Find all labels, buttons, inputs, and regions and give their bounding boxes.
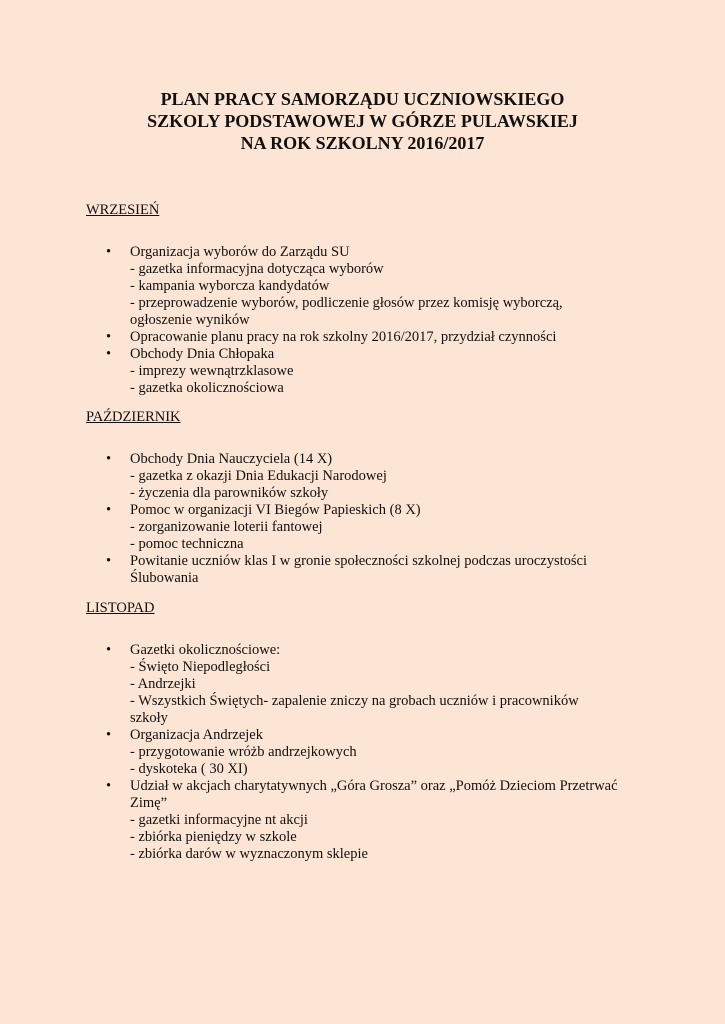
item-subline: - życzenia dla parowników szkoły: [130, 485, 329, 501]
item-subline: - zbiórka pieniędzy w szkole: [130, 829, 297, 845]
item-subline: - imprezy wewnątrzklasowe: [130, 363, 294, 379]
item-subline: - Święto Niepodległości: [130, 659, 271, 675]
list-item: [86, 244, 646, 329]
bullet-icon: •: [106, 244, 112, 260]
item-subline: - pomoc techniczna: [130, 536, 244, 552]
bullet-list: [86, 451, 646, 587]
title-line-3: NA ROK SZKOLNY 2016/2017: [240, 133, 485, 153]
list-item: [86, 329, 646, 346]
item-text: Obchody Dnia Chłopaka: [130, 346, 275, 362]
bullet-icon: •: [106, 642, 112, 658]
item-text: Pomoc w organizacji VI Biegów Papieskich (8 X): [130, 502, 421, 518]
item-subline: Zimę”: [130, 795, 168, 811]
item-subline: - zorganizowanie loterii fantowej: [130, 519, 323, 535]
title-line-2: SZKOLY PODSTAWOWEJ W GÓRZE PULAWSKIEJ: [147, 111, 578, 131]
item-subline: szkoły: [130, 710, 168, 726]
item-subline: Ślubowania: [130, 570, 199, 586]
item-subline: ogłoszenie wyników: [130, 312, 250, 328]
title-line-1: PLAN PRACY SAMORZĄDU UCZNIOWSKIEGO: [160, 89, 565, 109]
item-subline: - gazetka z okazji Dnia Edukacji Narodowej: [130, 468, 387, 484]
list-item: [86, 553, 646, 587]
section-pazdziernik: [86, 409, 646, 587]
item-subline: - dyskoteka ( 30 XI): [130, 761, 248, 777]
bullet-icon: •: [106, 329, 112, 345]
item-text: Obchody Dnia Nauczyciela (14 X): [130, 451, 333, 467]
bullet-list: [86, 642, 646, 863]
item-subline: - Andrzejki: [130, 676, 196, 692]
list-item: [86, 346, 646, 397]
item-text: Powitanie uczniów klas I w gronie społeczności szkolnej podczas uroczystości: [130, 553, 588, 569]
list-item: [86, 778, 646, 863]
list-item: [86, 502, 646, 553]
item-subline: - kampania wyborcza kandydatów: [130, 278, 330, 294]
item-text: Organizacja wyborów do Zarządu SU: [130, 244, 350, 260]
bullet-list: [86, 244, 646, 397]
list-item: [86, 642, 646, 727]
item-text: Gazetki okolicznościowe:: [130, 642, 281, 658]
item-subline: - Wszystkich Świętych- zapalenie zniczy na grobach uczniów i pracowników: [130, 693, 579, 709]
item-subline: - przygotowanie wróżb andrzejkowych: [130, 744, 357, 760]
section-listopad: [86, 600, 646, 863]
section-heading: WRZESIEŃ: [86, 202, 160, 218]
item-subline: - zbiórka darów w wyznaczonym sklepie: [130, 846, 368, 862]
list-item: [86, 451, 646, 502]
bullet-icon: •: [106, 451, 112, 467]
item-subline: - gazetka okolicznościowa: [130, 380, 284, 396]
bullet-icon: •: [106, 502, 112, 518]
bullet-icon: •: [106, 346, 112, 362]
bullet-icon: •: [106, 727, 112, 743]
item-subline: - gazetka informacyjna dotycząca wyborów: [130, 261, 384, 277]
section-heading: PAŹDZIERNIK: [86, 409, 181, 425]
item-subline: - gazetki informacyjne nt akcji: [130, 812, 308, 828]
section-heading: LISTOPAD: [86, 600, 155, 616]
list-item: [86, 727, 646, 778]
item-text: Udział w akcjach charytatywnych „Góra Grosza” oraz „Pomóż Dzieciom Przetrwać: [130, 778, 618, 794]
document-title: [0, 88, 725, 154]
bullet-icon: •: [106, 778, 112, 794]
item-subline: - przeprowadzenie wyborów, podliczenie głosów przez komisję wyborczą,: [130, 295, 563, 311]
section-wrzesien: [86, 202, 646, 397]
bullet-icon: •: [106, 553, 112, 569]
item-text: Organizacja Andrzejek: [130, 727, 263, 743]
item-text: Opracowanie planu pracy na rok szkolny 2016/2017, przydział czynności: [130, 329, 557, 345]
